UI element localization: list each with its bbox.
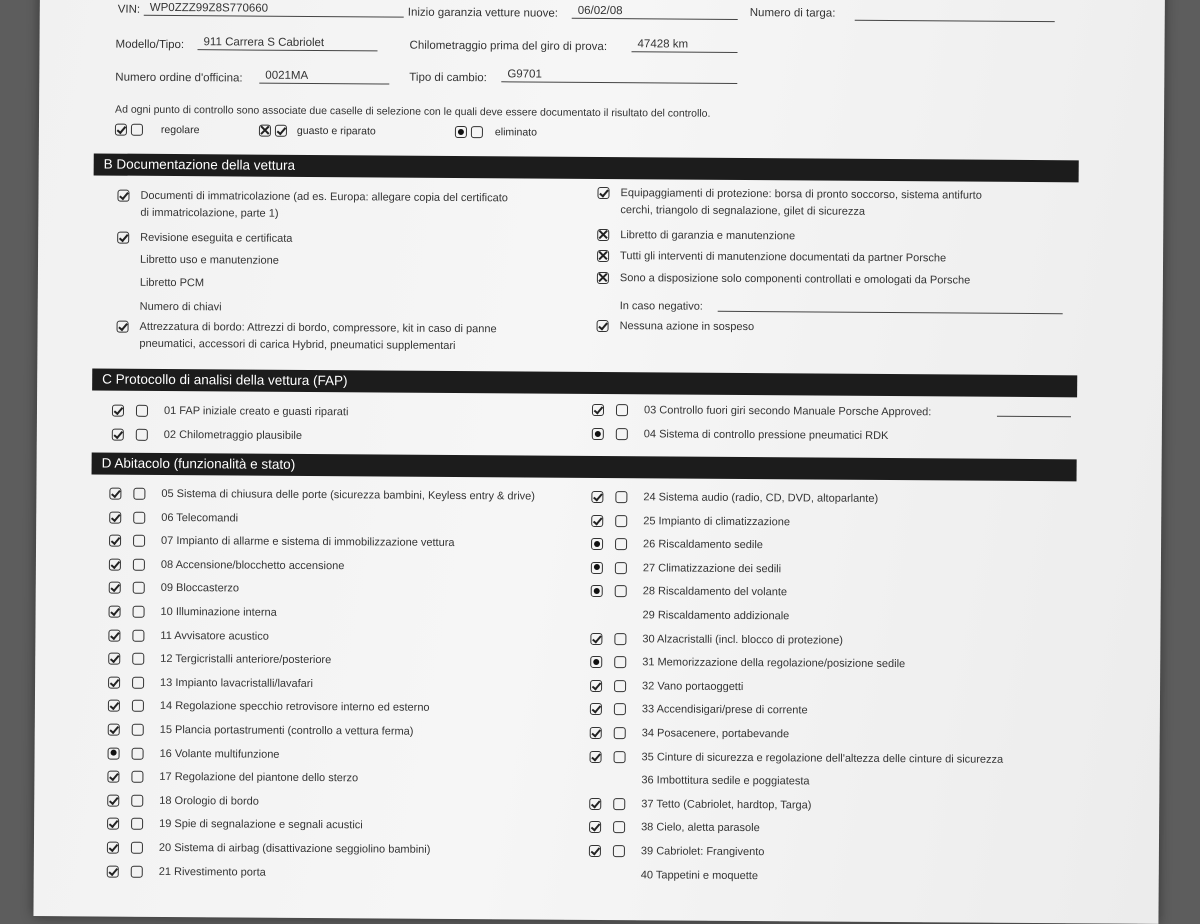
section-d-left-row (108, 652, 331, 672)
checkbox-pair (112, 404, 164, 417)
checkbox-pair (590, 632, 642, 645)
check-box-icon[interactable] (590, 727, 602, 739)
empty-box-icon[interactable] (614, 680, 626, 692)
section-d-left-row (107, 817, 363, 837)
section-b-item-text: Tutti gli interventi di manutenzione documentati da partner Porsche (620, 250, 947, 265)
check-box-icon[interactable] (109, 582, 121, 594)
check-box-icon[interactable] (107, 865, 119, 877)
checkbox-pair (109, 510, 161, 523)
section-c-left-label: 01 FAP iniziale creato e guasti riparati (163, 404, 349, 419)
checkbox-pair (112, 428, 164, 441)
section-d-right-label: 25 Impianto di climatizzazione (643, 514, 791, 528)
check-box-icon[interactable] (590, 703, 602, 715)
section-d-right-label: 39 Cabriolet: Frangivento (640, 845, 765, 859)
empty-box-icon[interactable] (614, 703, 626, 715)
targa-label: Numero di targa: (749, 7, 836, 20)
empty-box-icon[interactable] (613, 821, 625, 833)
section-d-left-label: 17 Regolazione del piantone dello sterzo (159, 771, 359, 785)
checkbox-pair (590, 750, 642, 763)
legend-eliminato-label: eliminato (494, 126, 538, 139)
section-b-item-text: Sono a disposizione solo componenti controllati e omologati da Porsche (619, 272, 971, 287)
section-b-item-text: Libretto PCM (139, 276, 205, 290)
check-box-icon[interactable] (108, 724, 120, 736)
legend-regolare-label: regolare (160, 123, 200, 137)
filled-box-icon[interactable] (591, 562, 603, 574)
section-d-left-row (109, 510, 238, 529)
check-box-icon[interactable] (107, 771, 119, 783)
check-box-icon[interactable] (589, 798, 601, 810)
empty-box-icon[interactable] (131, 865, 143, 877)
check-box-icon[interactable] (107, 842, 119, 854)
checkbox-pair (108, 652, 160, 665)
checkbox-pair (107, 793, 159, 806)
section-d-right-row (590, 679, 743, 698)
section-b-item-text: Documenti di immatricolazione (ad es. Europa: allegare copia del certificato (140, 189, 508, 205)
section-d-left-row (107, 841, 431, 861)
section-d-right-label: 26 Riscaldamento sedile (643, 538, 763, 552)
section-c-left-label: 02 Chilometraggio plausibile (163, 428, 303, 442)
empty-box-icon[interactable] (616, 404, 628, 416)
section-b-left-item (140, 188, 508, 225)
empty-box-icon[interactable] (613, 845, 625, 857)
cross-box-icon[interactable] (597, 229, 609, 241)
section-b-left-item (139, 319, 496, 355)
checkbox-pair (107, 841, 159, 854)
section-d-left-row (109, 534, 455, 554)
checkbox-pair (591, 561, 643, 574)
check-box-icon[interactable] (109, 535, 121, 547)
empty-box-icon (131, 124, 143, 136)
filled-box-icon (455, 126, 467, 138)
section-d-right-row (591, 561, 781, 580)
garanzia-label: Inizio garanzia vetture nuove: (407, 6, 559, 20)
check-box-icon[interactable] (109, 558, 121, 570)
section-d-left-row (108, 699, 430, 719)
empty-box-icon[interactable] (614, 633, 626, 645)
section-d-right-row (589, 868, 758, 887)
section-d-left-label: 15 Plancia portastrumenti (controllo a vettura ferma) (159, 723, 414, 738)
section-b-header: B Documentazione della vettura (94, 153, 1079, 182)
empty-box-icon[interactable] (615, 562, 627, 574)
section-c-right-label: 04 Sistema di controllo pressione pneumatici RDK (643, 428, 889, 443)
empty-box-icon[interactable] (131, 795, 143, 807)
ordine-label: Numero ordine d'officina: (115, 71, 243, 85)
section-d-left-row (108, 628, 269, 647)
check-box-icon[interactable] (590, 751, 602, 763)
section-d-right-label: 36 Imbottitura sedile e poggiatesta (641, 774, 810, 788)
empty-box-icon[interactable] (136, 429, 148, 441)
legend-eliminato (455, 126, 537, 139)
section-c-right-row (592, 427, 889, 447)
section-d-left-label: 11 Avvisatore acustico (160, 629, 269, 643)
section-d-left-row (109, 557, 345, 577)
empty-box-icon[interactable] (133, 582, 145, 594)
section-d-left-row (107, 770, 358, 790)
empty-box-icon[interactable] (133, 559, 145, 571)
section-b-left-item (140, 299, 222, 317)
empty-box-icon[interactable] (131, 771, 143, 783)
section-d-right-label: 28 Riscaldamento del volante (642, 585, 788, 599)
modello-value: 911 Carrera S Cabriolet (198, 36, 378, 51)
empty-box-icon[interactable] (615, 538, 627, 550)
section-b-item-text: Equipaggiamenti di protezione: borsa di pronto soccorso, sistema antifurto (620, 187, 982, 202)
empty-box-icon[interactable] (131, 818, 143, 830)
section-d-right-label: 35 Cinture di sicurezza e regolazione dell'altezza delle cinture di sicurezza (641, 750, 1004, 766)
section-d-right-row (590, 702, 808, 722)
legend-regolare (115, 124, 200, 137)
filled-box-icon[interactable] (108, 747, 120, 759)
check-box-icon[interactable] (112, 405, 124, 417)
check-box-icon (275, 125, 287, 137)
check-box-icon[interactable] (108, 700, 120, 712)
section-b-item-text-2: cerchi, triangolo di segnalazione, gilet di sicurezza (620, 204, 866, 218)
empty-box-icon[interactable] (616, 428, 628, 440)
checkbox-pair (591, 537, 643, 550)
empty-box-icon[interactable] (132, 724, 144, 736)
section-d-right-label: 33 Accendisigari/prese di corrente (641, 703, 808, 717)
modello-label: Modello/Tipo: (115, 38, 185, 52)
section-d-left-label: 20 Sistema di airbag (disattivazione seggiolino bambini) (158, 841, 431, 856)
checkbox-pair (108, 723, 160, 736)
section-d-right-row (589, 797, 811, 817)
checkbox-pair (108, 628, 160, 641)
section-d-right-label: 30 Alzacristalli (incl. blocco di protezione) (642, 632, 843, 647)
section-d-left-label: 08 Accensione/blocchetto accensione (160, 558, 345, 573)
section-d-right-label: 34 Posacenere, portabevande (641, 727, 790, 741)
section-d-left-label: 10 Illuminazione interna (160, 605, 277, 619)
empty-box-icon[interactable] (132, 629, 144, 641)
empty-box-icon[interactable] (615, 585, 627, 597)
section-d-left-label: 12 Tergicristalli anteriore/posteriore (160, 653, 332, 667)
check-box-icon[interactable] (112, 429, 124, 441)
km-value: 47428 km (631, 38, 737, 53)
section-d-left-row (108, 675, 313, 694)
check-box-icon[interactable] (108, 629, 120, 641)
checkbox-pair (592, 403, 644, 416)
section-c-right-label: 03 Controllo fuori giri secondo Manuale Porsche Approved: (643, 404, 932, 419)
check-box-icon[interactable] (589, 845, 601, 857)
section-b-item-text-2: pneumatici, accessori di carica Hybrid, pneumatici supplementari (139, 337, 456, 352)
empty-box-icon[interactable] (614, 656, 626, 668)
section-d-left-row (109, 605, 277, 624)
section-d-right-row (589, 773, 809, 793)
km-label: Chilometraggio prima del giro di prova: (409, 39, 608, 54)
targa-field (855, 8, 1055, 22)
filled-box-icon[interactable] (592, 428, 604, 440)
check-box-icon[interactable] (592, 404, 604, 416)
empty-box-icon[interactable] (615, 515, 627, 527)
vin-label: VIN: (117, 3, 141, 16)
checkbox-pair (108, 746, 160, 759)
section-b-right-item (620, 248, 946, 267)
section-d-left-row (108, 746, 280, 765)
checkbox-pair (592, 427, 644, 440)
section-b-right-item (620, 270, 971, 289)
section-b-left-item (140, 230, 292, 248)
checkbox-pair (109, 581, 161, 594)
controllo-giri-field[interactable] (997, 415, 1071, 418)
check-box-icon[interactable] (107, 794, 119, 806)
checkbox-pair (590, 702, 642, 715)
in-caso-negativo-field[interactable] (718, 310, 1063, 314)
empty-box-icon[interactable] (133, 535, 145, 547)
check-box-icon[interactable] (591, 515, 603, 527)
section-c-right-row (592, 403, 932, 423)
filled-box-icon[interactable] (591, 538, 603, 550)
section-d-left-label: 19 Spie di segnalazione e segnali acustici (159, 818, 363, 832)
section-d-right-row (589, 844, 765, 863)
section-d-right-label: 40 Tappetini e moquette (640, 868, 759, 882)
check-box-icon[interactable] (109, 511, 121, 523)
section-d-right-label: 32 Vano portaoggetti (642, 680, 744, 693)
checkbox-pair (109, 487, 161, 500)
section-d-right-row (590, 632, 843, 652)
check-box-icon (115, 124, 127, 136)
check-box-icon[interactable] (107, 818, 119, 830)
checkbox-pair (108, 675, 160, 688)
empty-box-icon[interactable] (133, 511, 145, 523)
section-d-right-label: 27 Climatizzazione dei sedili (642, 562, 782, 576)
empty-box-icon[interactable] (132, 747, 144, 759)
section-c-header: C Protocollo di analisi della vettura (FAP) (92, 368, 1077, 397)
section-d-right-label: 38 Cielo, aletta parasole (641, 821, 760, 835)
section-d-left-label: 13 Impianto lavacristalli/lavafari (160, 676, 313, 690)
section-d-right-label: 31 Memorizzazione della regolazione/posizione sedile (642, 656, 906, 671)
check-box-icon[interactable] (591, 491, 603, 503)
section-d-right-row (591, 490, 878, 510)
check-box-icon[interactable] (590, 680, 602, 692)
section-d-left-label: 14 Regolazione specchio retrovisore interno ed esterno (159, 700, 430, 715)
checkbox-pair (589, 844, 641, 857)
checkbox-pair (589, 868, 641, 869)
checkbox-pair (590, 726, 642, 739)
section-d-left-row (107, 793, 259, 812)
section-b-item-text: Numero di chiavi (139, 300, 222, 314)
vin-value: WP0ZZZ99Z8S770660 (144, 2, 404, 18)
ordine-value: 0021MA (259, 70, 389, 85)
empty-box-icon[interactable] (131, 842, 143, 854)
section-d-left-label: 05 Sistema di chiusura delle porte (sicurezza bambini, Keyless entry & drive) (161, 487, 535, 503)
section-b-left-item (140, 275, 204, 292)
cambio-label: Tipo di cambio: (409, 71, 487, 85)
section-c-left-row (112, 428, 302, 447)
empty-box-icon[interactable] (133, 488, 145, 500)
section-d-left-label: 06 Telecomandi (161, 511, 239, 525)
check-box-icon[interactable] (108, 653, 120, 665)
section-d-left-row (109, 487, 535, 508)
section-b-right-item (620, 185, 982, 222)
check-box-icon[interactable] (117, 232, 129, 244)
checkbox-pair (589, 820, 641, 833)
checkbox-pair (589, 773, 641, 774)
checkbox-pair (107, 864, 159, 877)
cambio-value: G9701 (501, 68, 737, 84)
check-box-icon[interactable] (597, 187, 609, 199)
empty-box-icon[interactable] (615, 491, 627, 503)
section-d-right-label: 37 Tetto (Cabriolet, hardtop, Targa) (641, 798, 812, 812)
section-d-right-row (591, 537, 763, 556)
empty-box-icon (471, 126, 483, 138)
checkbox-pair (591, 608, 643, 609)
checkbox-pair (109, 534, 161, 547)
empty-box-icon[interactable] (133, 606, 145, 618)
section-b-item-text: Revisione eseguita e certificata (140, 231, 293, 245)
legend-guasto-label: guasto e riparato (296, 124, 376, 138)
check-box-icon[interactable] (590, 633, 602, 645)
checkbox-pair (107, 770, 159, 783)
check-box-icon[interactable] (589, 821, 601, 833)
cross-box-icon[interactable] (597, 272, 609, 284)
section-b-right-item (620, 298, 703, 316)
check-box-icon[interactable] (109, 606, 121, 618)
empty-box-icon[interactable] (132, 653, 144, 665)
section-d-right-row (591, 514, 790, 533)
checkbox-pair (590, 655, 642, 668)
filled-box-icon[interactable] (591, 585, 603, 597)
check-box-icon[interactable] (117, 321, 129, 333)
section-b-left-item (140, 252, 279, 270)
empty-box-icon[interactable] (136, 405, 148, 417)
section-d-right-row (591, 584, 787, 603)
checkbox-pair (591, 490, 643, 503)
checkbox-pair (591, 584, 643, 597)
section-b-item-text: In caso negativo: (619, 300, 703, 313)
section-d-right-row (590, 655, 905, 675)
empty-box-icon[interactable] (132, 700, 144, 712)
section-c-left-row (112, 404, 349, 424)
inspection-sheet (33, 0, 1165, 924)
section-d-left-label: 09 Bloccasterzo (160, 582, 240, 595)
section-d-right-label: 29 Riscaldamento addizionale (642, 609, 790, 623)
cross-box-icon[interactable] (597, 250, 609, 262)
legend-guasto (259, 125, 376, 138)
section-b-right-item (620, 227, 795, 245)
checkbox-pair (108, 699, 160, 712)
section-d-right-row (590, 750, 1004, 771)
section-b-item-text: Nessuna azione in sospeso (619, 320, 755, 334)
empty-box-icon[interactable] (614, 751, 626, 763)
section-b-item-text-2: di immatricolazione, parte 1) (140, 206, 279, 220)
empty-box-icon[interactable] (614, 727, 626, 739)
section-d-left-label: 18 Orologio di bordo (159, 794, 259, 808)
empty-box-icon[interactable] (613, 798, 625, 810)
section-d-left-label: 21 Rivestimento porta (158, 865, 266, 879)
section-d-right-label: 24 Sistema audio (radio, CD, DVD, altoparlante) (643, 491, 879, 505)
section-b-item-text: Libretto uso e manutenzione (139, 253, 279, 267)
checkbox-pair (589, 797, 641, 810)
section-d-right-row (590, 726, 790, 745)
section-d-right-row (589, 820, 760, 839)
garanzia-value: 06/02/08 (572, 5, 738, 20)
check-box-icon[interactable] (108, 676, 120, 688)
check-box-icon[interactable] (117, 190, 129, 202)
section-d-header: D Abitacolo (funzionalità e stato) (92, 452, 1077, 481)
section-d-right-row (590, 608, 789, 627)
check-box-icon[interactable] (597, 320, 609, 332)
check-box-icon[interactable] (109, 488, 121, 500)
checkbox-pair (109, 605, 161, 618)
section-b-right-item (620, 318, 755, 336)
section-d-left-row (108, 723, 414, 743)
section-b-item-text: Attrezzatura di bordo: Attrezzi di bordo, compressore, kit in caso di panne (139, 320, 497, 336)
filled-box-icon[interactable] (590, 656, 602, 668)
checkbox-pair (590, 679, 642, 692)
section-d-left-row (109, 581, 239, 600)
cross-box-icon (259, 125, 271, 137)
checkbox-pair (109, 557, 161, 570)
section-d-left-label: 07 Impianto di allarme e sistema di immobilizzazione vettura (161, 535, 455, 550)
section-d-left-row (107, 864, 266, 883)
empty-box-icon[interactable] (132, 677, 144, 689)
legend-intro: Ad ogni punto di controllo sono associate due caselle di selezione con le quali deve essere documentato il risultato del controllo. (115, 103, 711, 120)
checkbox-pair (591, 514, 643, 527)
checkbox-pair (107, 817, 159, 830)
section-b-item-text: Libretto di garanzia e manutenzione (620, 229, 796, 243)
section-d-left-label: 16 Volante multifunzione (159, 747, 280, 761)
